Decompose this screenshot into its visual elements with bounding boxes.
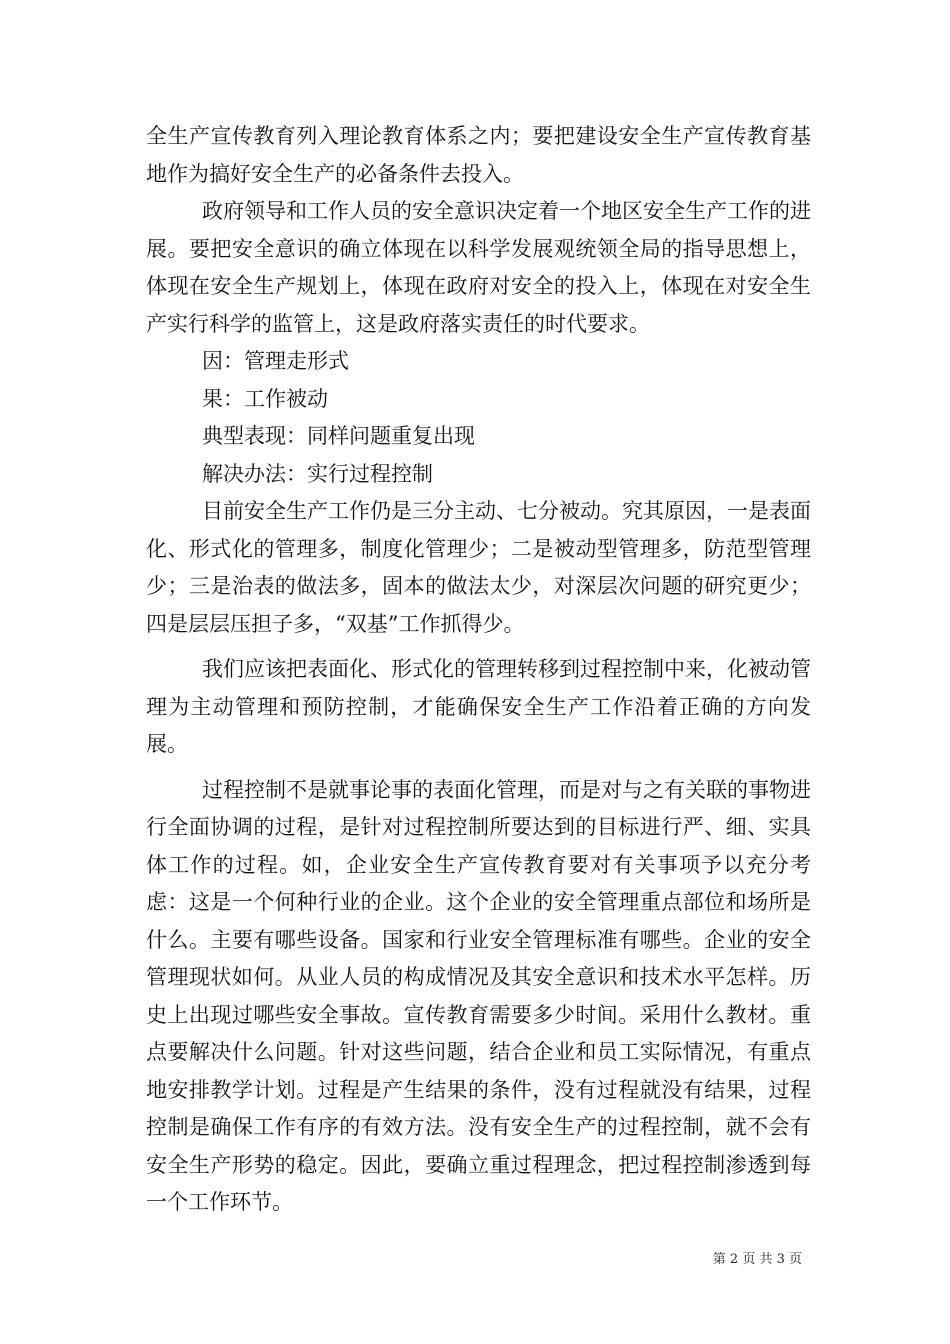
paragraph-government-awareness: 政府领导和工作人员的安全意识决定着一个地区安全生产工作的进展。要把安全意识的确立体现在以科学发展观统领全局的指导思想上，体现在安全生产规划上，体现在政府对安全的投入上，体现在对安全生产实行科学的监管上，这是政府落实责任的时代要求。 xyxy=(146,199,811,336)
paragraph-effect: 果：工作被动 xyxy=(202,386,328,411)
paragraph-process-control: 过程控制不是就事论事的表面化管理，而是对与之有关联的事物进行全面协调的过程，是针对过程控制所要达到的目标进行严、细、实具体工作的过程。如，企业安全生产宣传教育要对有关事项予以充分考虑：这是一个何种行业的企业。这个企业的安全管理重点部位和场所是什么。主要有哪些设备。国家和行业安全管理标准有哪些。企业的安全管理现状如何。从业人员的构成情况及其安全意识和技术水平怎样。历史上出现过哪些安全事故。宣传教育需要多少时间。采用什么教材。重点要解决什么问题。针对这些问题，结合企业和员工实际情况，有重点地安排教学计划。过程是产生结果的条件，没有过程就没有结果，过程控制是确保工作有序的有效方法。没有安全生产的过程控制，就不会有安全生产形势的稳定。因此，要确立重过程理念，把过程控制渗透到每一个工作环节。 xyxy=(146,777,811,1214)
paragraph-current-situation: 目前安全生产工作仍是三分主动、七分被动。究其原因，一是表面化、形式化的管理多，制度化管理少；二是被动型管理多，防范型管理少；三是治表的做法多，固本的做法太少，对深层次问题的研究更少；四是层层压担子多，“双基”工作抓得少。 xyxy=(146,499,811,636)
page-number-footer: 第 2 页 共 3 页 xyxy=(712,1252,802,1267)
paragraph-gap xyxy=(146,643,811,651)
paragraph-continuation: 全生产宣传教育列入理论教育体系之内；要把建设安全生产宣传教育基地作为搞好安全生产的必备条件去投入。 xyxy=(146,124,811,186)
paragraph-process-shift: 我们应该把表面化、形式化的管理转移到过程控制中来，化被动管理为主动管理和预防控制，才能确保安全生产工作沿着正确的方向发展。 xyxy=(146,657,811,756)
paragraph-solution: 解决办法：实行过程控制 xyxy=(202,461,433,486)
paragraph-cause: 因：管理走形式 xyxy=(202,349,349,373)
paragraph-typical-symptom: 典型表现：同样问题重复出现 xyxy=(202,424,475,448)
document-body xyxy=(146,118,811,1222)
paragraph-gap xyxy=(146,764,811,772)
